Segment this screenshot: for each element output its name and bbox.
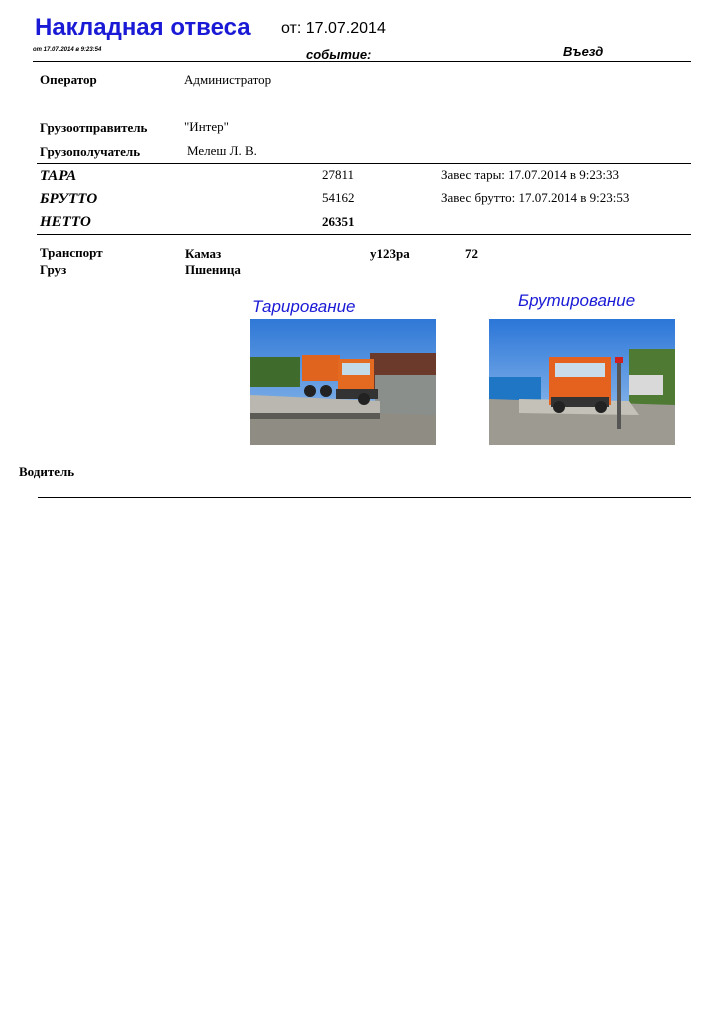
sender-value: "Интер" [184, 119, 229, 134]
tare-label: ТАРА [40, 168, 77, 184]
driver-label: Водитель [19, 464, 75, 479]
operator-value: Администратор [184, 72, 272, 87]
driver-signature-line [38, 497, 691, 498]
sender-label: Грузоотправитель [40, 120, 148, 135]
gross-label: БРУТТО [40, 191, 98, 207]
event-value: Въезд [563, 44, 604, 59]
document-title: Накладная отвеса [35, 14, 251, 41]
gross-photo-caption: Брутирование [518, 291, 636, 310]
parties-divider [37, 163, 691, 164]
cargo-value: Пшеница [185, 262, 241, 277]
net-value: 26351 [322, 214, 355, 229]
cargo-label: Груз [40, 262, 67, 277]
header-divider [33, 61, 691, 62]
document-date: от: 17.07.2014 [281, 20, 386, 37]
transport-label: Транспорт [40, 245, 103, 260]
receiver-label: Грузополучатель [40, 144, 141, 159]
plate-value: у123ра [370, 246, 410, 261]
tare-truck-photo [250, 319, 436, 445]
receiver-value: Мелеш Л. В. [187, 143, 257, 158]
tare-note: Завес тары: 17.07.2014 в 9:23:33 [441, 167, 620, 182]
gross-value: 54162 [322, 190, 355, 205]
operator-label: Оператор [40, 72, 97, 87]
tare-value: 27811 [322, 167, 355, 182]
weights-divider [37, 234, 691, 235]
net-label: НЕТТО [40, 214, 91, 230]
region-value: 72 [465, 246, 478, 261]
gross-note: Завес брутто: 17.07.2014 в 9:23:53 [441, 190, 630, 205]
vehicle-value: Камаз [185, 246, 222, 261]
tare-photo-caption: Тарирование [252, 297, 356, 316]
gross-truck-photo [489, 319, 675, 445]
print-timestamp: от 17.07.2014 в 9:23:54 [33, 47, 102, 53]
event-label: событие: [306, 47, 372, 62]
